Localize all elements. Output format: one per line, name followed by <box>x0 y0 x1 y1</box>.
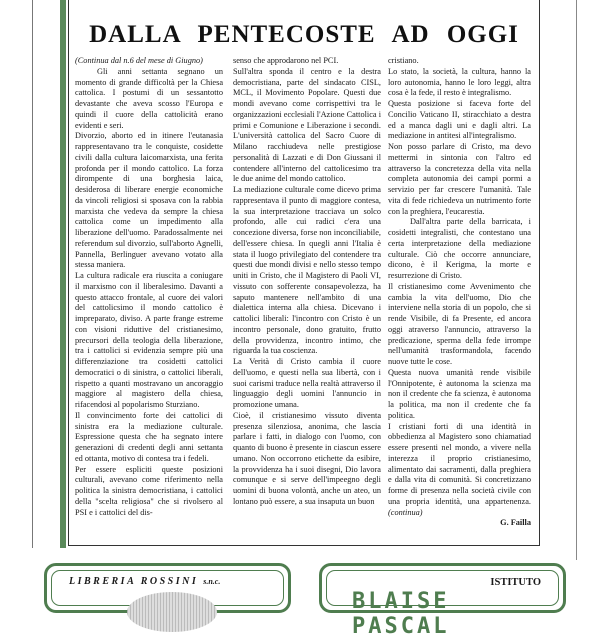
paragraph: Divorzio, aborto ed in itinere l'eutanasia rappresentavano tra le conquiste, cosidette civili dalla cultura laicomarxista, una ferita profonda per il mondo cattolico. La forza dirompente di una borghesia laica, desiderosa di liberare energie economiche da vincoli religiosi si sposava con la rabbia marxista che vedeva da sempre la chiesa cattolica come un impedimento alla liberazione dell'uomo. Paradossalmente nei referendum sul divorzio, sull'aborto Agnelli, Pannella, Berlinguer avevano votato alla stessa maniera. <box>75 131 223 270</box>
paragraph: Per essere espliciti queste posizioni culturali, avevano come riferimento nella politica la sinistra democristiana, i cattolici della "scelta religiosa" che si rivolsero al PSI e i cattolici del dis- <box>75 464 223 517</box>
ad-istituto-blaise-pascal <box>319 563 566 639</box>
paragraph-last <box>388 422 531 519</box>
ad-name <box>69 576 220 587</box>
article-title: DALLA PENTECOSTE AD OGGI <box>89 20 519 48</box>
paragraph: La mediazione culturale come dicevo prima rappresentava il punto di maggiore contesa, la sua interpretazione tracciava un solco profondo, alle cui radici c'era una concezione diversa, forse non inconciliabile, dell'essere chiesa. In quegli anni l'Italia è stata il luogo privilegiato del contendere tra questi due mondi divisi e nello stesso tempo uniti in Cristo, che il Magistero di Paoli VI, vissuto con sofferente consapevolezza, ha saputo mantenere nell'ambito di una dialettica interna alla chiesa. Dicevano i cattolici liberali: l'incontro con Cristo è un incontro personale, dono gratuito, frutto della provvidenza, incontro intimo, che riguarda la tua coscienza. <box>233 185 381 356</box>
paragraph: Cioè, il cristianesimo vissuto diventa presenza silenziosa, anonima, che lascia parlare i fatti, in dialogo con l'uomo, con quanto di buono è presente in ciascun essere umano. Non occorrono etichette da esibire, la provvidenza ha i suoi disegni, Dio lavora comunque e si serve dell'impeegno degli uomini di buona volontà, anche un ateo, un lontano può essere, a sua insaputa un buon <box>233 410 381 506</box>
continua-note: (continua) <box>388 507 423 517</box>
page-edge-line <box>32 0 33 548</box>
paragraph: Dall'altra parte della barricata, i cosidetti integralisti, che contestano una certa interpretazione della mediazione culturale. Ciò che occorre annunciare, dicono, è il Kerigma, la morte e resurrezione di Cristo. <box>388 217 531 280</box>
paragraph: Il cristianesimo come Avvenimento che cambia la vita dell'uomo, Dio che interviene nella storia di un popolo, che si rende Visibile, di fa Presente, ed ancora oggi atraverso l'annuncio, attraverso la predicazione, sperma della fede irrompe nell'umanità trasformandola, facendo nuove tutte le cose. <box>388 281 531 366</box>
paragraph: senso che approdarono nel PCI. <box>233 56 339 65</box>
article-column-1 <box>75 56 223 518</box>
paragraph: Gli anni settanta segnano un momento di grande difficoltà per la Chiesa cattolica. I postumi di un sessantotto devastante che aveva scosso l'Europa e quindi il cuore della cattolicità erano evidenti e seri. <box>75 66 223 130</box>
paragraph: La cultura radicale era riuscita a coniugare il marxismo con il liberalesimo. Davanti a questo attacco frontale, al cuore dei valori del cattolicsimo il mondo cattolico è impreparato, diviso. A parte frange estreme con visioni riduttive del cristianesimo, precursori della teologia della liberazione, tra i cattolici si evidenzia sempre più una differenziazione tra cosidetti cattolici democratici o di sinistra, o cattolici liberali, rispetto a quanti mostravano un ancoraggio maggiore al magistero della chiesa, rifacendosi al popolarismo Sturziano. <box>75 271 223 409</box>
green-margin-bar <box>60 0 66 548</box>
paragraph: Il convincimento forte dei cattolici di sinistra era la mediazione culturale. Espressione questa che ha segnato intere generazioni di credenti degli anni settanta ed ottanta, motivo di contesa tra i fedeli. <box>75 410 223 463</box>
paragraph: Questa nuova umanità rende visibile l'Onnipotente, è autonoma la scienza ma non il credente che fa scienza, è autonoma la politica, ma non il credente che fa politica. <box>388 367 531 420</box>
paragraph: Sull'altra sponda il centro e la destra democristiana, parte del sindacato CISL, MCL, il Movimento Popolare. Questi due mondi avevano come corrispettivi tra le organizzazioni ecclesiali l'Azione Cattolica i primi e Comunione e Liberazione i secondi. L'università cattolica del Sacro Cuore di Milano racchiudeva nelle prestigiose personalità di Lazzati e di Don Giussani il contendere all'interno del cattolicesimo tra le due anime del mondo cattolico. <box>233 66 381 184</box>
paragraph: La Verità di Cristo cambia il cuore dell'uomo, e questi nella sua libertà, con i suoi carismi traduce nella realtà attraverso il linguaggio degli uomini l'annuncio in promozione umana. <box>233 357 381 409</box>
ad-label: ISTITUTO <box>490 577 541 588</box>
ad-name-text: LIBRERIA ROSSINI <box>69 576 199 587</box>
paragraph: cristiano. <box>388 56 419 65</box>
ad-libreria-rossini <box>44 563 291 613</box>
paragraph: Non posso parlare di Cristo, ma devo mettermi in sintonia con l'altro ed attraverso la concretezza della vita nella completa autonomia dei campi pormi a servizio per far crescere l'umanità. Tale vita di fede richiedeva un nutrimento forte con la preghiera, l'eucarestia. <box>388 142 531 216</box>
paragraph: Lo stato, la società, la cultura, hanno la loro autonomia, hanno le loro leggi, altra cosa è la fede, il resto è integralismo. <box>388 66 531 98</box>
author-signature: G. Failla <box>500 518 531 528</box>
ad-name-suffix: s.n.c. <box>203 577 221 586</box>
globe-logo-icon <box>127 592 217 632</box>
page-edge-line-right <box>576 0 577 560</box>
article-column-3 <box>388 56 531 529</box>
continuation-note: (Continua dal n.6 del mese di Giugno) <box>75 56 203 65</box>
ad-brand-logo: BLAISE PASCAL <box>352 589 450 639</box>
paragraph: Questa posizione si faceva forte del Concilio Vaticano II, stiracchiato a destra ed a manca dagli uni e dagli altri. La mediazione in antitesi all'integralismo. <box>388 99 531 141</box>
article-column-2 <box>233 56 381 508</box>
paragraph-text: I cristiani forti di una identità in obbedienza al Magistero sono chiamatiad essere presenti nel mondo, a vivere nella interezza il proprio cristianesimo, alimentato dai sacramenti, dalla preghiera e dalla vita di comunità. Si concretizzano forme di presenza nella società civile con una propria identità, una appartenenza. <box>388 421 531 506</box>
